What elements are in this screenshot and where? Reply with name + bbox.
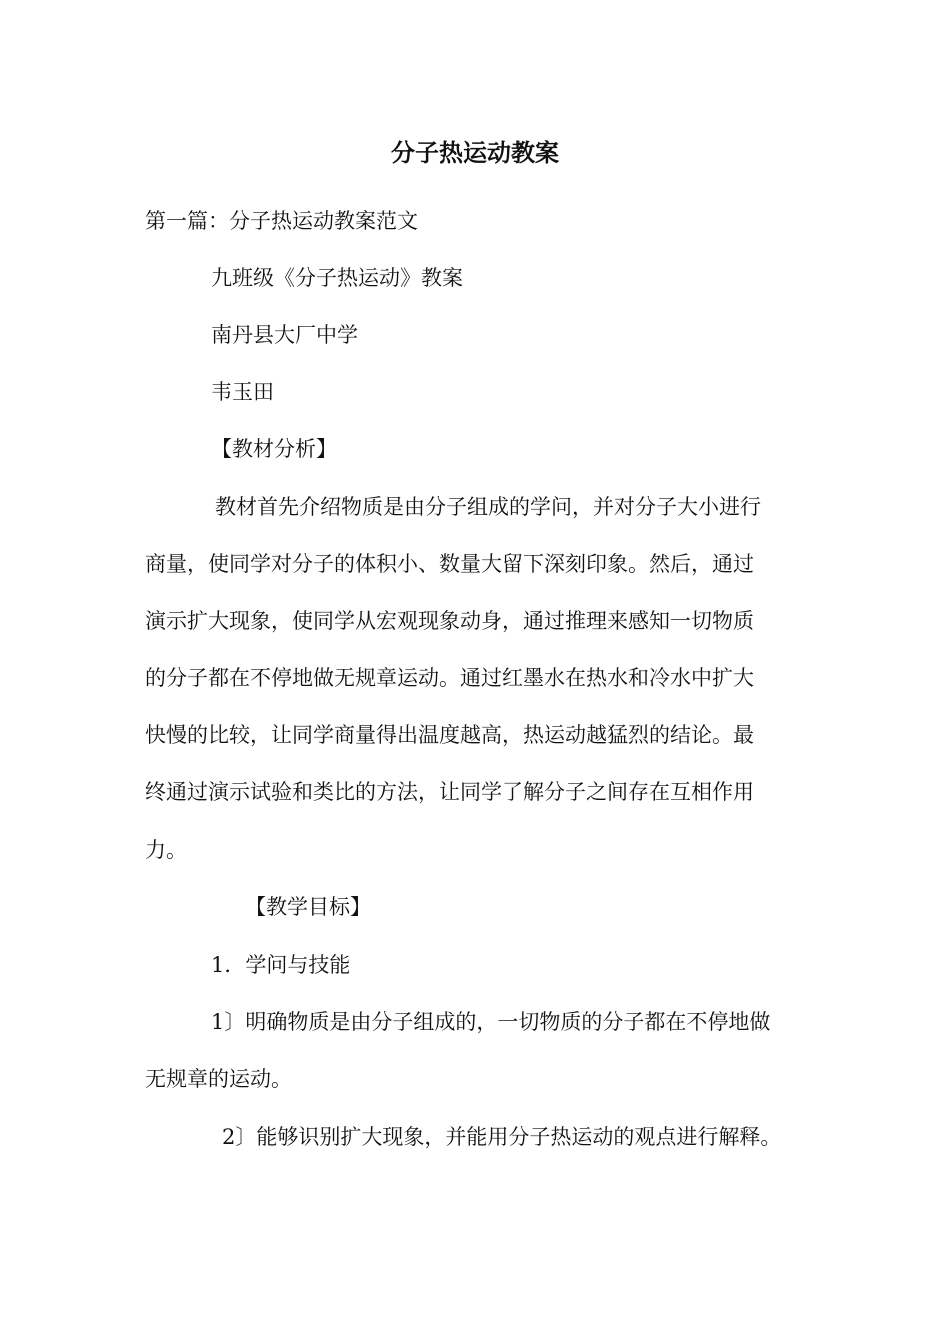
- analysis-heading: 【教材分析】: [211, 437, 337, 461]
- goal-1-2-line: 2〕能够识别扩大现象，并能用分子热运动的观点进行解释。: [222, 1125, 782, 1149]
- goal-1-heading: 1．学问与技能: [211, 953, 351, 977]
- school-name: 南丹县大厂中学: [211, 323, 358, 347]
- goal-1-1-line: 无规章的运动。: [145, 1067, 292, 1091]
- goal-1-1-line: 1〕明确物质是由分子组成的，一切物质的分子都在不停地做: [211, 1010, 771, 1034]
- analysis-line: 力。: [145, 838, 187, 862]
- analysis-line: 教材首先介绍物质是由分子组成的学问，并对分子大小进行: [215, 495, 761, 519]
- lesson-title: 九班级《分子热运动》教案: [211, 266, 463, 290]
- analysis-line: 商量，使同学对分子的体积小、数量大留下深刻印象。然后，通过: [145, 552, 754, 576]
- analysis-line: 终通过演示试验和类比的方法，让同学了解分子之间存在互相作用: [145, 780, 754, 804]
- goals-heading: 【教学目标】: [245, 895, 371, 919]
- analysis-line: 快慢的比较，让同学商量得出温度越高，热运动越猛烈的结论。最: [145, 723, 754, 747]
- analysis-line: 的分子都在不停地做无规章运动。通过红墨水在热水和冷水中扩大: [145, 666, 754, 690]
- analysis-line: 演示扩大现象，使同学从宏观现象动身，通过推理来感知一切物质: [145, 609, 754, 633]
- author-name: 韦玉田: [211, 380, 274, 404]
- page-title: 分子热运动教案: [391, 139, 559, 167]
- section-heading: 第一篇：分子热运动教案范文: [145, 209, 418, 233]
